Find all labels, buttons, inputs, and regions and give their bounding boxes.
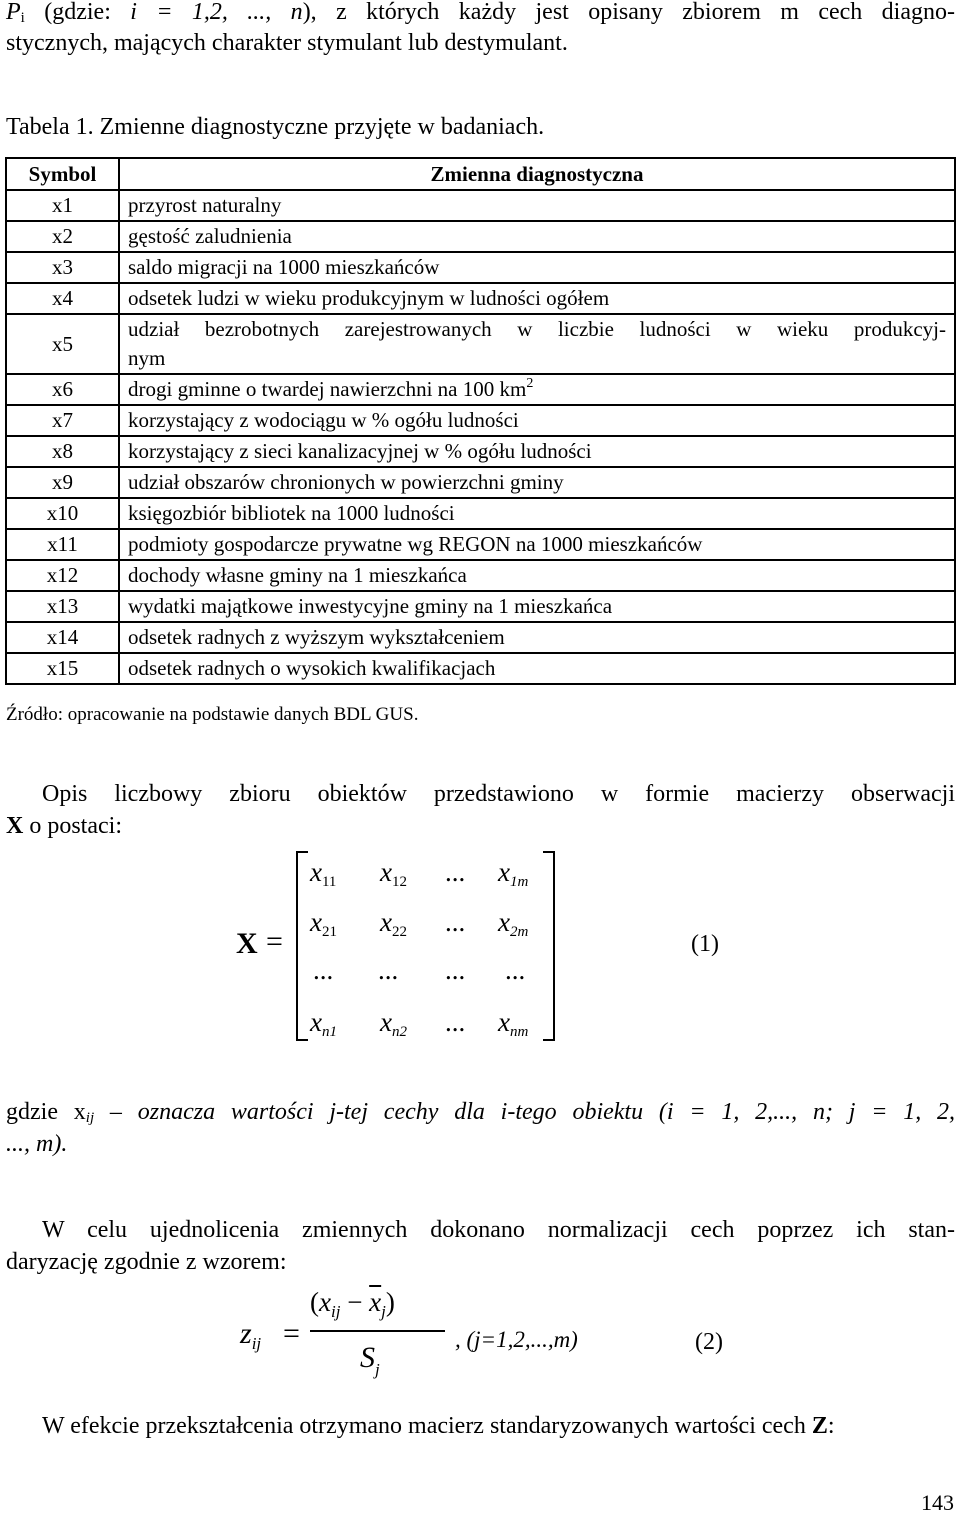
symbol-cell: x7	[6, 405, 119, 436]
symbol-cell: x14	[6, 622, 119, 653]
matrix-cell: $x_{n1}$	[310, 1007, 337, 1040]
table-caption: Tabela 1. Zmienne diagnostyczne przyjęte w badaniach.	[6, 114, 545, 140]
desc-cell: gęstość zaludnienia	[119, 221, 955, 252]
para2-line-2: ..., m).	[6, 1131, 68, 1157]
para4-text: W efekcie przekształcenia otrzymano macierz standaryzowanych wartości cech	[42, 1413, 812, 1439]
desc-cell: saldo migracji na 1000 mieszkańców	[119, 252, 955, 283]
desc-cell: odsetek ludzi w wieku produkcyjnym w ludności ogółem	[119, 283, 955, 314]
table-row	[6, 560, 955, 591]
para1-line-1: Opis liczbowy zbioru obiektów przedstawiono w formie macierzy obserwacji	[42, 781, 955, 807]
matrix-dots: ...	[445, 955, 466, 985]
table-source: Źródło: opracowanie na podstawie danych BDL GUS.	[6, 704, 419, 725]
superscript: 2	[526, 376, 534, 391]
table-row	[6, 374, 955, 405]
symbol-cell: x10	[6, 498, 119, 529]
para3-line-1: W celu ujednolicenia zmiennych dokonano normalizacji cech poprzez ich stan-	[42, 1217, 955, 1243]
dash: –	[94, 1099, 138, 1125]
table-row	[6, 405, 955, 436]
colon: :	[827, 1413, 835, 1439]
matrix-cell: $x_{2m}$	[498, 907, 529, 940]
equals-sign: =	[283, 1317, 300, 1350]
z-symbol: $z_{ij}$	[240, 1317, 262, 1353]
table-row	[6, 591, 955, 622]
table-row	[6, 190, 955, 221]
symbol-cell: x12	[6, 560, 119, 591]
equation-number-1: (1)	[691, 931, 719, 957]
matrix-cell: $x_{12}$	[380, 857, 407, 890]
right-bracket	[543, 851, 555, 1041]
intro-text-b: ), z których każdy jest opisany zbiorem m cech diagno-	[302, 0, 955, 25]
symbol-cell: x15	[6, 653, 119, 684]
desc-line-2: nym	[128, 346, 166, 370]
equals-sign: =	[266, 925, 283, 958]
desc-cell: korzystający z wodociągu w % ogółu ludności	[119, 405, 955, 436]
symbol-cell: x5	[6, 314, 119, 374]
header-symbol: Symbol	[6, 158, 119, 190]
page-number: 143	[921, 1490, 954, 1515]
symbol-cell: x9	[6, 467, 119, 498]
matrix-dots: ...	[313, 955, 334, 985]
matrix-cell: $x_{n2}$	[380, 1007, 407, 1040]
table-header-row	[6, 158, 955, 190]
desc-line-1: udział bezrobotnych zarejestrowanych w liczbie ludności w wieku produkcyj-	[128, 317, 946, 341]
symbol-cell: x13	[6, 591, 119, 622]
para1-text: o postaci:	[23, 813, 122, 839]
desc-cell: podmioty gospodarcze prywatne wg REGON na 1000 mieszkańców	[119, 529, 955, 560]
matrix-cell: $x_{11}$	[310, 857, 337, 890]
para1-line-2	[6, 811, 955, 842]
fraction-line	[310, 1330, 445, 1332]
desc-cell: odsetek radnych z wyższym wykształceniem	[119, 622, 955, 653]
para2-text: gdzie x	[6, 1099, 86, 1125]
desc-cell	[119, 314, 955, 374]
index-definition: i = 1,2, ..., n	[130, 0, 303, 25]
desc-cell: przyrost naturalny	[119, 190, 955, 221]
table-row	[6, 436, 955, 467]
matrix-cell: $x_{nm}$	[498, 1007, 529, 1040]
xij-subscript: ij	[85, 1110, 95, 1126]
desc-cell: wydatki majątkowe inwestycyjne gminy na 1 mieszkańca	[119, 591, 955, 622]
table-row	[6, 221, 955, 252]
table-row	[6, 252, 955, 283]
variables-table	[5, 157, 956, 685]
matrix-cell: $x_{1m}$	[498, 857, 529, 890]
symbol-cell: x2	[6, 221, 119, 252]
para3-line-2: daryzację zgodnie z wzorem:	[6, 1249, 287, 1275]
p-subscript: i	[20, 10, 25, 26]
matrix-label: X	[236, 927, 258, 960]
desc-text: drogi gminne o twardej nawierzchni na 100 km	[128, 377, 527, 401]
header-variable: Zmienna diagnostyczna	[119, 158, 955, 190]
para2-italic: oznacza wartości j-tej cechy dla i-tego obiektu (i = 1, 2,..., n; j = 1, 2,	[137, 1099, 956, 1125]
numerator: $(x_{ij} - \overline{x}_j)$	[310, 1287, 395, 1321]
matrix-symbol-z: Z	[811, 1413, 828, 1439]
symbol-cell: x1	[6, 190, 119, 221]
observation-matrix	[0, 845, 960, 1045]
desc-cell: udział obszarów chronionych w powierzchni gminy	[119, 467, 955, 498]
index-range: , (j=1,2,...,m)	[455, 1327, 578, 1352]
desc-cell: korzystający z sieci kanalizacyjnej w % ogółu ludności	[119, 436, 955, 467]
desc-cell: dochody własne gminy na 1 mieszkańca	[119, 560, 955, 591]
symbol-cell: x11	[6, 529, 119, 560]
matrix-dots: ...	[378, 955, 399, 985]
matrix-symbol-x: X	[6, 813, 24, 839]
table-row	[6, 283, 955, 314]
standardization-formula	[0, 1283, 960, 1393]
desc-cell: odsetek radnych o wysokich kwalifikacjach	[119, 653, 955, 684]
para4-line	[42, 1411, 955, 1442]
matrix-dots: ...	[445, 1007, 466, 1037]
symbol-cell: x6	[6, 374, 119, 405]
intro-line-1	[6, 0, 955, 28]
symbol-cell: x3	[6, 252, 119, 283]
table-row	[6, 498, 955, 529]
matrix-cell: $x_{21}$	[310, 907, 337, 940]
matrix-cell: $x_{22}$	[380, 907, 407, 940]
matrix-dots: ...	[505, 955, 526, 985]
table-row	[6, 314, 955, 374]
matrix-dots: ...	[445, 857, 466, 887]
denominator: $S_j$	[360, 1341, 380, 1379]
intro-line-2: stycznych, mających charakter stymulant lub destymulant.	[6, 30, 568, 56]
symbol-cell: x8	[6, 436, 119, 467]
p-symbol: P	[6, 0, 21, 25]
desc-cell: księgozbiór bibliotek na 1000 ludności	[119, 498, 955, 529]
left-bracket	[296, 851, 308, 1041]
desc-cell	[119, 374, 955, 405]
table-row	[6, 653, 955, 684]
table-row	[6, 467, 955, 498]
symbol-cell: x4	[6, 283, 119, 314]
intro-text-a: (gdzie:	[24, 0, 131, 25]
para2-line-1	[6, 1097, 955, 1128]
table-row	[6, 622, 955, 653]
table-row	[6, 529, 955, 560]
equation-number-2: (2)	[695, 1329, 723, 1355]
matrix-dots: ...	[445, 907, 466, 937]
